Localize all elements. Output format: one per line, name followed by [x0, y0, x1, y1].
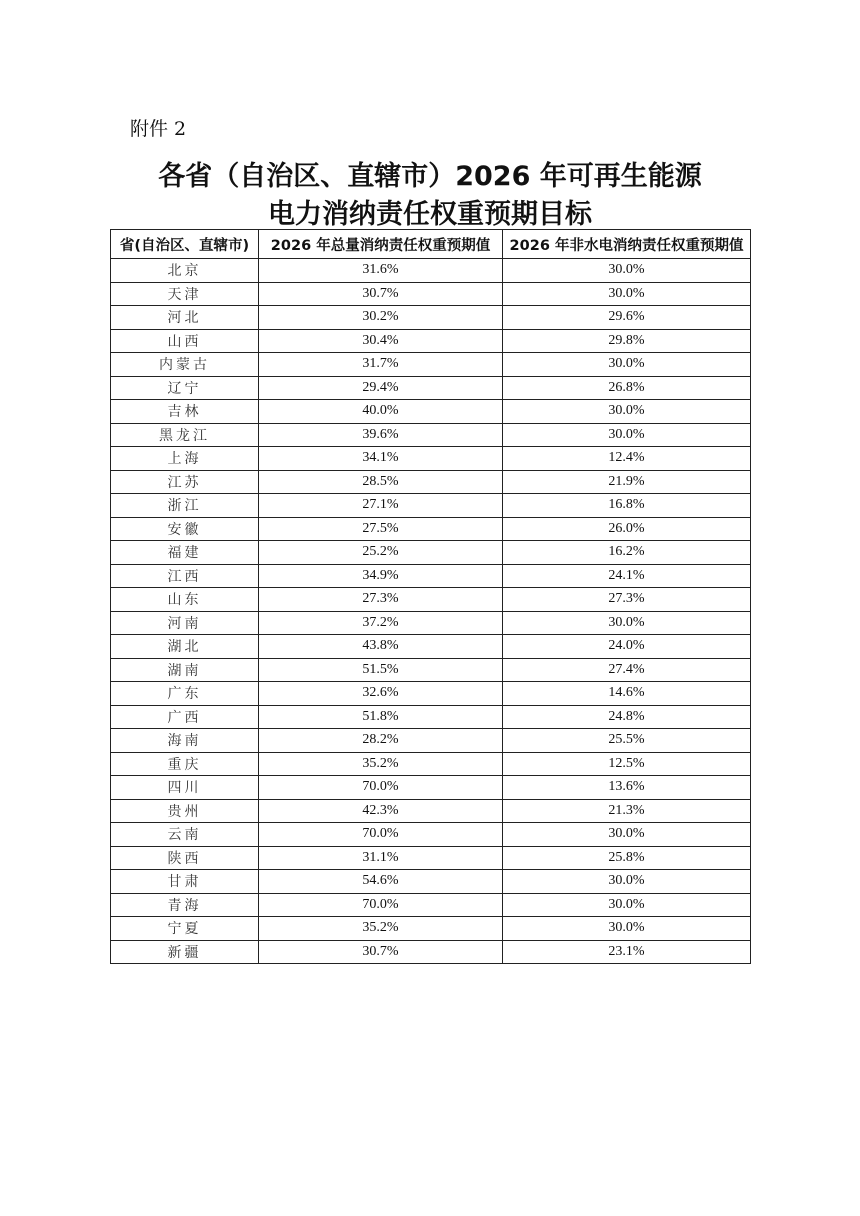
table-row: [111, 329, 751, 353]
non-hydro-weight-cell: 30.0%: [503, 893, 751, 917]
total-weight-cell: 27.1%: [259, 494, 503, 518]
province-cell: 河北: [111, 306, 259, 330]
non-hydro-weight-cell: 25.8%: [503, 846, 751, 870]
total-weight-cell: 31.1%: [259, 846, 503, 870]
province-cell: 青海: [111, 893, 259, 917]
province-cell: 内蒙古: [111, 353, 259, 377]
non-hydro-weight-cell: 16.8%: [503, 494, 751, 518]
table-row: [111, 259, 751, 283]
total-weight-cell: 30.4%: [259, 329, 503, 353]
table-row: [111, 776, 751, 800]
province-cell: 新疆: [111, 940, 259, 964]
total-weight-cell: 31.7%: [259, 353, 503, 377]
header-total-weight: 2026 年总量消纳责任权重预期值: [259, 230, 503, 259]
table-row: [111, 353, 751, 377]
non-hydro-weight-cell: 30.0%: [503, 823, 751, 847]
total-weight-cell: 51.5%: [259, 658, 503, 682]
table-row: [111, 635, 751, 659]
total-weight-cell: 27.5%: [259, 517, 503, 541]
table-row: [111, 917, 751, 941]
non-hydro-weight-cell: 30.0%: [503, 353, 751, 377]
province-cell: 天津: [111, 282, 259, 306]
province-cell: 广东: [111, 682, 259, 706]
total-weight-cell: 31.6%: [259, 259, 503, 283]
province-cell: 陕西: [111, 846, 259, 870]
document-title-line-1: 各省（自治区、直辖市）2026 年可再生能源: [158, 161, 702, 192]
table-row: [111, 447, 751, 471]
province-cell: 广西: [111, 705, 259, 729]
table-row: [111, 940, 751, 964]
document-title-line-2: 电力消纳责任权重预期目标: [268, 199, 592, 230]
total-weight-cell: 42.3%: [259, 799, 503, 823]
table-row: [111, 729, 751, 753]
table-row: [111, 541, 751, 565]
table-row: [111, 823, 751, 847]
non-hydro-weight-cell: 14.6%: [503, 682, 751, 706]
table-row: [111, 893, 751, 917]
non-hydro-weight-cell: 24.0%: [503, 635, 751, 659]
province-cell: 江西: [111, 564, 259, 588]
province-cell: 山东: [111, 588, 259, 612]
total-weight-cell: 30.2%: [259, 306, 503, 330]
province-cell: 海南: [111, 729, 259, 753]
province-cell: 河南: [111, 611, 259, 635]
total-weight-cell: 34.1%: [259, 447, 503, 471]
table-row: [111, 423, 751, 447]
total-weight-cell: 25.2%: [259, 541, 503, 565]
province-cell: 辽宁: [111, 376, 259, 400]
table-row: [111, 517, 751, 541]
non-hydro-weight-cell: 26.0%: [503, 517, 751, 541]
total-weight-cell: 28.2%: [259, 729, 503, 753]
non-hydro-weight-cell: 30.0%: [503, 917, 751, 941]
total-weight-cell: 29.4%: [259, 376, 503, 400]
province-cell: 福建: [111, 541, 259, 565]
province-cell: 四川: [111, 776, 259, 800]
province-cell: 黑龙江: [111, 423, 259, 447]
non-hydro-weight-cell: 25.5%: [503, 729, 751, 753]
header-non-hydro-weight: 2026 年非水电消纳责任权重预期值: [503, 230, 751, 259]
total-weight-cell: 70.0%: [259, 776, 503, 800]
non-hydro-weight-cell: 12.4%: [503, 447, 751, 471]
province-cell: 浙江: [111, 494, 259, 518]
non-hydro-weight-cell: 12.5%: [503, 752, 751, 776]
table-header-row: [111, 230, 751, 259]
non-hydro-weight-cell: 30.0%: [503, 282, 751, 306]
province-cell: 安徽: [111, 517, 259, 541]
header-province: 省(自治区、直辖市): [111, 230, 259, 259]
province-cell: 宁夏: [111, 917, 259, 941]
non-hydro-weight-cell: 26.8%: [503, 376, 751, 400]
table-row: [111, 400, 751, 424]
province-cell: 吉林: [111, 400, 259, 424]
non-hydro-weight-cell: 21.3%: [503, 799, 751, 823]
targets-table: [110, 229, 751, 964]
non-hydro-weight-cell: 30.0%: [503, 259, 751, 283]
total-weight-cell: 39.6%: [259, 423, 503, 447]
total-weight-cell: 30.7%: [259, 940, 503, 964]
province-cell: 北京: [111, 259, 259, 283]
table-row: [111, 588, 751, 612]
non-hydro-weight-cell: 23.1%: [503, 940, 751, 964]
province-cell: 云南: [111, 823, 259, 847]
total-weight-cell: 43.8%: [259, 635, 503, 659]
non-hydro-weight-cell: 30.0%: [503, 611, 751, 635]
attachment-label: 附件 2: [130, 118, 187, 140]
table-row: [111, 470, 751, 494]
non-hydro-weight-cell: 16.2%: [503, 541, 751, 565]
non-hydro-weight-cell: 13.6%: [503, 776, 751, 800]
province-cell: 山西: [111, 329, 259, 353]
province-cell: 重庆: [111, 752, 259, 776]
table-row: [111, 611, 751, 635]
total-weight-cell: 51.8%: [259, 705, 503, 729]
total-weight-cell: 32.6%: [259, 682, 503, 706]
non-hydro-weight-cell: 30.0%: [503, 423, 751, 447]
non-hydro-weight-cell: 21.9%: [503, 470, 751, 494]
non-hydro-weight-cell: 30.0%: [503, 400, 751, 424]
total-weight-cell: 70.0%: [259, 823, 503, 847]
non-hydro-weight-cell: 29.6%: [503, 306, 751, 330]
table-row: [111, 658, 751, 682]
non-hydro-weight-cell: 29.8%: [503, 329, 751, 353]
total-weight-cell: 70.0%: [259, 893, 503, 917]
total-weight-cell: 27.3%: [259, 588, 503, 612]
table-row: [111, 282, 751, 306]
total-weight-cell: 54.6%: [259, 870, 503, 894]
province-cell: 湖北: [111, 635, 259, 659]
non-hydro-weight-cell: 27.4%: [503, 658, 751, 682]
table-row: [111, 494, 751, 518]
table-row: [111, 564, 751, 588]
table-row: [111, 376, 751, 400]
table-row: [111, 682, 751, 706]
province-cell: 湖南: [111, 658, 259, 682]
province-cell: 甘肃: [111, 870, 259, 894]
table-row: [111, 799, 751, 823]
non-hydro-weight-cell: 27.3%: [503, 588, 751, 612]
total-weight-cell: 35.2%: [259, 917, 503, 941]
total-weight-cell: 34.9%: [259, 564, 503, 588]
non-hydro-weight-cell: 30.0%: [503, 870, 751, 894]
table-row: [111, 306, 751, 330]
non-hydro-weight-cell: 24.1%: [503, 564, 751, 588]
table-row: [111, 705, 751, 729]
total-weight-cell: 30.7%: [259, 282, 503, 306]
table-row: [111, 846, 751, 870]
table-row: [111, 870, 751, 894]
non-hydro-weight-cell: 24.8%: [503, 705, 751, 729]
total-weight-cell: 37.2%: [259, 611, 503, 635]
table-row: [111, 752, 751, 776]
total-weight-cell: 40.0%: [259, 400, 503, 424]
total-weight-cell: 35.2%: [259, 752, 503, 776]
total-weight-cell: 28.5%: [259, 470, 503, 494]
province-cell: 江苏: [111, 470, 259, 494]
province-cell: 贵州: [111, 799, 259, 823]
province-cell: 上海: [111, 447, 259, 471]
